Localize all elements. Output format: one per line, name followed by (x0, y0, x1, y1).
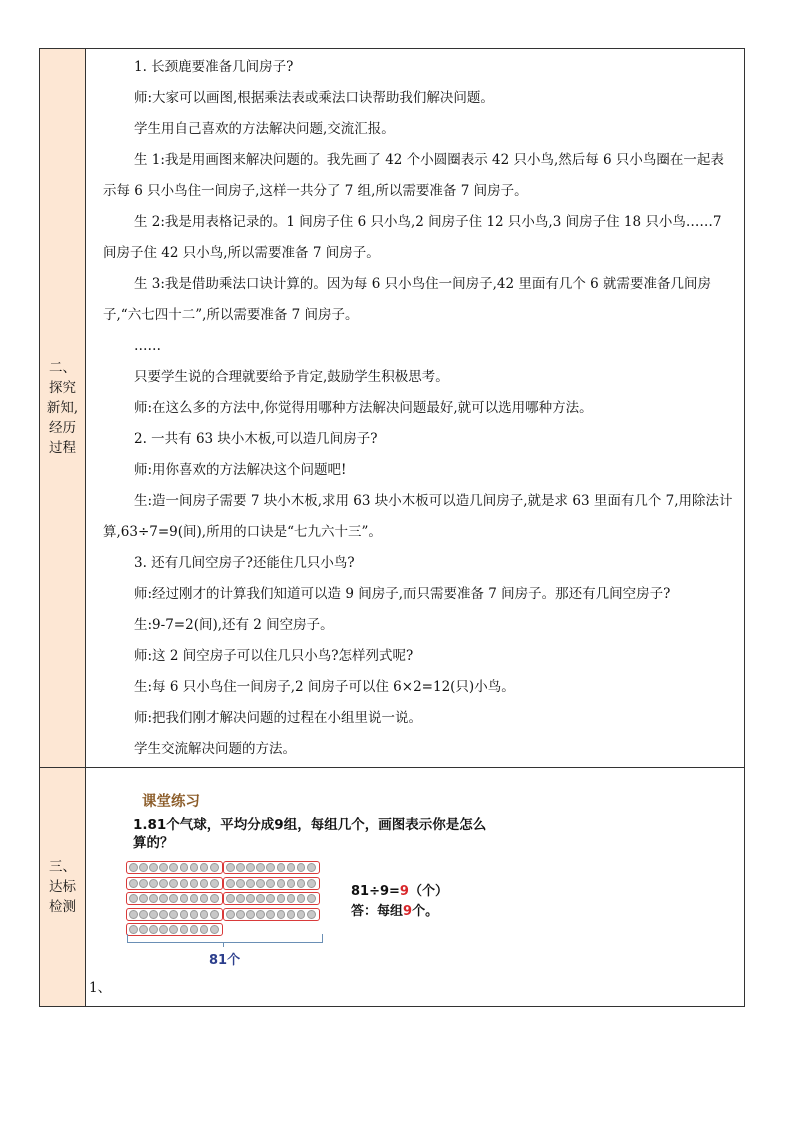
balloon (287, 879, 296, 888)
balloon (169, 925, 178, 934)
equation-unit: （个） (408, 884, 448, 899)
equation (351, 880, 448, 899)
balloon (236, 894, 245, 903)
answer (351, 900, 438, 919)
balloon (266, 894, 275, 903)
balloon (190, 879, 199, 888)
balloon (190, 863, 199, 872)
balloon (149, 879, 158, 888)
paragraph: 师:在这么多的方法中,你觉得用哪种方法解决问题最好,就可以选用哪种方法。 (134, 400, 593, 416)
paragraph: 生 1:我是用画图来解决问题的。我先画了 42 个小圆圈表示 42 只小鸟,然后每 6 只小鸟圈在一起表示每 6 只小鸟住一间房子,这样一共分了 7 组,所以需要准备 7 间房子。 (103, 152, 724, 199)
balloon (256, 894, 265, 903)
balloon-group (126, 908, 223, 921)
balloon (297, 894, 306, 903)
balloon (256, 879, 265, 888)
balloon (297, 910, 306, 919)
paragraph: 师:大家可以画图,根据乘法表或乘法口诀帮助我们解决问题。 (134, 90, 494, 106)
balloon (226, 910, 235, 919)
balloon (246, 879, 255, 888)
balloon (297, 863, 306, 872)
balloon (159, 910, 168, 919)
balloon (287, 863, 296, 872)
section-label-cell (40, 49, 86, 767)
balloon (210, 925, 219, 934)
lesson-table (39, 48, 745, 1007)
paragraph: 学生用自己喜欢的方法解决问题,交流汇报。 (134, 121, 395, 137)
balloon (180, 863, 189, 872)
balloon (210, 879, 219, 888)
balloon (200, 910, 209, 919)
balloon (307, 863, 316, 872)
balloon (226, 863, 235, 872)
equation-prefix: 81÷9= (351, 884, 400, 899)
balloon (180, 925, 189, 934)
paragraph: 师:这 2 间空房子可以住几只小鸟?怎样列式呢? (134, 648, 414, 664)
balloon (277, 863, 286, 872)
balloon (256, 863, 265, 872)
balloon (129, 863, 138, 872)
balloon (297, 879, 306, 888)
balloon (200, 925, 209, 934)
paragraph: 师:把我们刚才解决问题的过程在小组里说一说。 (134, 710, 423, 726)
exercise-question: 1.81个气球，平均分成9组，每组几个，画图表示你是怎么算的？ (133, 817, 487, 851)
balloon (246, 863, 255, 872)
balloon (266, 910, 275, 919)
answer-prefix: 答：每组 (351, 904, 404, 919)
balloon (256, 910, 265, 919)
total-label: 81个 (209, 953, 241, 968)
balloon (266, 879, 275, 888)
balloon-group (126, 877, 223, 890)
balloon (149, 863, 158, 872)
balloon-group (223, 892, 320, 905)
balloon (139, 910, 148, 919)
balloon (180, 894, 189, 903)
paragraph: 生 3:我是借助乘法口诀计算的。因为每 6 只小鸟住一间房子,42 里面有几个 6 就需要准备几间房子,“六七四十二”,所以需要准备 7 间房子。 (103, 276, 712, 323)
balloon (200, 894, 209, 903)
equation-result: 9 (399, 884, 409, 899)
balloon (287, 910, 296, 919)
section-content (86, 49, 744, 767)
total-bracket (127, 934, 323, 943)
balloon-group (126, 861, 223, 874)
balloon (190, 925, 199, 934)
balloon (149, 894, 158, 903)
balloon (169, 879, 178, 888)
exercise-area (86, 768, 744, 996)
balloon (210, 894, 219, 903)
paragraph: 生:造一间房子需要 7 块小木板,求用 63 块小木板可以造几间房子,就是求 63 里面有几个 7,用除法计算,63÷7=9(间),所用的口诀是“七九六十三”。 (103, 493, 733, 540)
section-label: 二、探究新知,经历过程 (46, 360, 79, 456)
balloon (307, 894, 316, 903)
balloon (139, 879, 148, 888)
section-content (86, 768, 744, 1006)
balloon (180, 910, 189, 919)
balloon (287, 894, 296, 903)
balloon (180, 879, 189, 888)
paragraph: 学生交流解决问题的方法。 (134, 741, 296, 757)
balloon (169, 910, 178, 919)
paragraph: 师:经过刚才的计算我们知道可以造 9 间房子,而只需要准备 7 间房子。那还有几间空房子? (134, 586, 671, 602)
balloon (159, 879, 168, 888)
balloon (129, 910, 138, 919)
balloon (159, 894, 168, 903)
balloon (159, 863, 168, 872)
balloon-group (126, 892, 223, 905)
paragraph: 2. 一共有 63 块小木板,可以造几间房子? (134, 431, 378, 447)
balloon (226, 879, 235, 888)
exercise-title: 课堂练习 (142, 793, 200, 810)
answer-value: 9 (403, 904, 413, 919)
paragraph: …… (134, 338, 161, 354)
balloon (210, 863, 219, 872)
section-explore-row (40, 49, 744, 767)
section-label-cell (40, 768, 86, 1006)
balloon (266, 863, 275, 872)
paragraph: 生 2:我是用表格记录的。1 间房子住 6 只小鸟,2 间房子住 12 只小鸟,3 间房子住 18 只小鸟……7 间房子住 42 只小鸟,所以需要准备 7 间房子。 (103, 214, 722, 261)
balloon-group (223, 861, 320, 874)
paragraph: 生:9-7=2(间),还有 2 间空房子。 (134, 617, 334, 633)
balloon (277, 910, 286, 919)
balloon (190, 894, 199, 903)
balloon (129, 879, 138, 888)
paragraph-block (103, 52, 736, 765)
paragraph: 只要学生说的合理就要给予肯定,鼓励学生积极思考。 (134, 369, 449, 385)
footer-text: 1、 (89, 980, 112, 996)
balloon (277, 879, 286, 888)
balloon (149, 910, 158, 919)
balloon (236, 863, 245, 872)
balloon (200, 863, 209, 872)
balloon (236, 910, 245, 919)
balloon (129, 894, 138, 903)
balloon (200, 879, 209, 888)
balloon (210, 910, 219, 919)
balloon (277, 894, 286, 903)
paragraph: 生:每 6 只小鸟住一间房子,2 间房子可以住 6×2=12(只)小鸟。 (134, 679, 515, 695)
balloon (246, 894, 255, 903)
paragraph: 3. 还有几间空房子?还能住几只小鸟? (134, 555, 355, 571)
answer-suffix: 个。 (412, 904, 439, 919)
balloon (139, 894, 148, 903)
balloon (159, 925, 168, 934)
bracket-tick (223, 942, 224, 947)
balloon (139, 863, 148, 872)
balloon (169, 894, 178, 903)
balloon-group (223, 908, 320, 921)
section-test-row (40, 767, 744, 1006)
paragraph: 师:用你喜欢的方法解决这个问题吧! (134, 462, 347, 478)
balloon (169, 863, 178, 872)
balloon (129, 925, 138, 934)
balloon (139, 925, 148, 934)
balloon (226, 894, 235, 903)
balloon-group (223, 877, 320, 890)
balloon (307, 910, 316, 919)
balloon (236, 879, 245, 888)
balloon (190, 910, 199, 919)
section-label: 三、达标检测 (49, 859, 76, 915)
balloon (246, 910, 255, 919)
paragraph: 1. 长颈鹿要准备几间房子? (134, 59, 294, 75)
balloon (307, 879, 316, 888)
balloon (149, 925, 158, 934)
